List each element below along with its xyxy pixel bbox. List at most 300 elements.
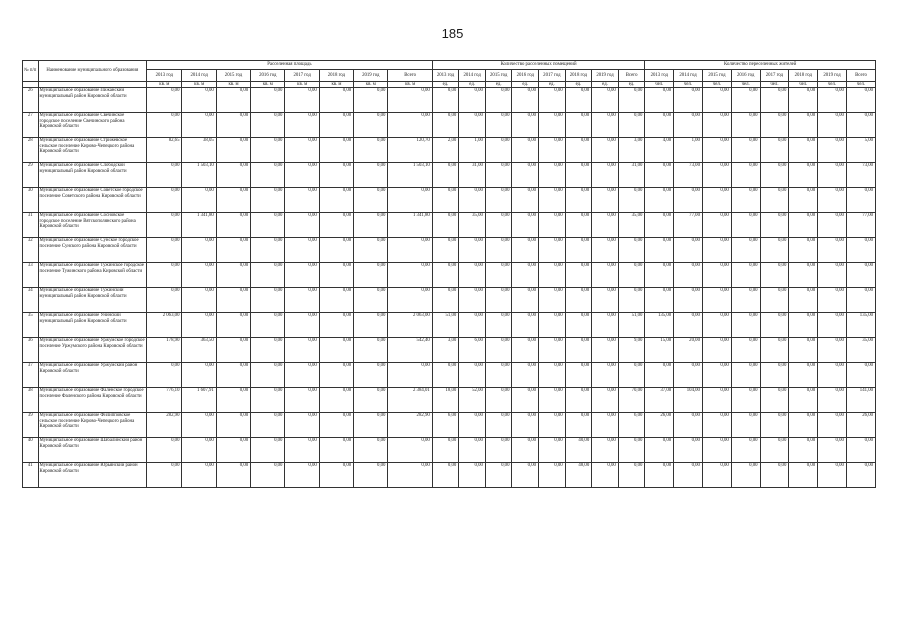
value-cell-rooms: 0,00 xyxy=(539,113,566,138)
value-cell-people: 0,00 xyxy=(731,413,760,438)
value-cell-rooms: 0,00 xyxy=(432,213,459,238)
header-unit-area: кв. м xyxy=(354,82,388,88)
value-cell-rooms: 0,00 xyxy=(565,413,592,438)
value-cell-rooms: 0,00 xyxy=(459,363,486,388)
value-cell-area: 0,00 xyxy=(285,263,319,288)
value-cell-people: 0,00 xyxy=(731,363,760,388)
header-unit-area: кв. м xyxy=(388,82,432,88)
value-cell-area: 0,00 xyxy=(182,413,216,438)
value-cell-area: 0,00 xyxy=(319,238,353,263)
header-year-people: 2013 год xyxy=(645,70,674,82)
value-cell-people: 0,00 xyxy=(731,113,760,138)
table-row xyxy=(23,288,876,313)
value-cell-people: 0,00 xyxy=(818,113,847,138)
value-cell-area: 1 341,80 xyxy=(182,213,216,238)
value-cell-rooms: 0,00 xyxy=(592,113,619,138)
value-cell-area: 0,00 xyxy=(251,88,285,113)
value-cell-area: 0,00 xyxy=(285,463,319,488)
value-cell-rooms: 0,00 xyxy=(618,288,645,313)
value-cell-rooms: 51,00 xyxy=(618,313,645,338)
value-cell-rooms: 0,00 xyxy=(592,463,619,488)
value-cell-people: 0,00 xyxy=(789,438,818,463)
value-cell-people: 0,00 xyxy=(846,288,875,313)
value-cell-area: 0,00 xyxy=(354,238,388,263)
value-cell-people: 0,00 xyxy=(818,213,847,238)
value-cell-people: 0,00 xyxy=(818,463,847,488)
value-cell-area: 0,00 xyxy=(216,263,250,288)
value-cell-people: 0,00 xyxy=(674,438,703,463)
value-cell-people: 0,00 xyxy=(731,438,760,463)
value-cell-area: 0,00 xyxy=(354,413,388,438)
header-group-area: Расселенная площадь xyxy=(147,61,433,70)
value-cell-area: 0,00 xyxy=(182,438,216,463)
table-row xyxy=(23,213,876,238)
municipality-name: Муниципальное образование Слободской муниципальный район Кировской области xyxy=(38,163,147,188)
value-cell-rooms: 0,00 xyxy=(485,438,512,463)
value-cell-rooms: 0,00 xyxy=(539,438,566,463)
value-cell-people: 37,00 xyxy=(645,388,674,413)
value-cell-rooms: 0,00 xyxy=(592,288,619,313)
value-cell-rooms: 0,00 xyxy=(539,338,566,363)
value-cell-rooms: 0,00 xyxy=(592,163,619,188)
value-cell-area: 0,00 xyxy=(216,413,250,438)
value-cell-people: 0,00 xyxy=(674,363,703,388)
header-unit-people: чел. xyxy=(702,82,731,88)
value-cell-area: 0,00 xyxy=(319,413,353,438)
value-cell-people: 0,00 xyxy=(789,338,818,363)
value-cell-rooms: 0,00 xyxy=(539,138,566,163)
value-cell-rooms: 0,00 xyxy=(539,213,566,238)
municipality-name: Муниципальное образование Сосновское городское поселение Вятскополянского района Кировской области xyxy=(38,213,147,238)
value-cell-people: 0,00 xyxy=(645,88,674,113)
value-cell-people: 0,00 xyxy=(789,163,818,188)
value-cell-people: 0,00 xyxy=(818,163,847,188)
value-cell-area: 0,00 xyxy=(285,238,319,263)
table-row xyxy=(23,463,876,488)
value-cell-people: 0,00 xyxy=(702,188,731,213)
value-cell-rooms: 0,00 xyxy=(618,88,645,113)
header-year-rooms: 2017 год xyxy=(539,70,566,82)
value-cell-rooms: 0,00 xyxy=(512,188,539,213)
value-cell-people: 0,00 xyxy=(789,138,818,163)
header-unit-rooms: ед. xyxy=(512,82,539,88)
table-row xyxy=(23,238,876,263)
value-cell-rooms: 0,00 xyxy=(512,313,539,338)
value-cell-people: 0,00 xyxy=(789,213,818,238)
value-cell-area: 0,00 xyxy=(147,188,182,213)
value-cell-rooms: 0,00 xyxy=(432,363,459,388)
value-cell-rooms: 0,00 xyxy=(485,313,512,338)
value-cell-area: 0,00 xyxy=(147,88,182,113)
value-cell-rooms: 0,00 xyxy=(459,413,486,438)
municipality-name: Муниципальное образование Фаленское городское поселение Фаленского района Кировской области xyxy=(38,388,147,413)
resettlement-table-container xyxy=(22,60,876,488)
value-cell-people: 0,00 xyxy=(702,388,731,413)
header-unit-people: чел. xyxy=(789,82,818,88)
value-cell-people: 0,00 xyxy=(818,288,847,313)
value-cell-area: 0,00 xyxy=(388,88,432,113)
value-cell-people: 77,00 xyxy=(674,213,703,238)
value-cell-people: 0,00 xyxy=(645,188,674,213)
value-cell-rooms: 18,00 xyxy=(432,388,459,413)
value-cell-area: 0,00 xyxy=(251,463,285,488)
row-number: 39 xyxy=(23,413,39,438)
value-cell-rooms: 48,00 xyxy=(565,463,592,488)
value-cell-rooms: 0,00 xyxy=(512,438,539,463)
header-year-rooms: 2014 год xyxy=(459,70,486,82)
row-number: 35 xyxy=(23,313,39,338)
value-cell-area: 0,00 xyxy=(388,438,432,463)
value-cell-people: 0,00 xyxy=(760,288,789,313)
value-cell-people: 0,00 xyxy=(702,113,731,138)
value-cell-rooms: 0,00 xyxy=(592,88,619,113)
value-cell-rooms: 0,00 xyxy=(539,363,566,388)
value-cell-area: 0,00 xyxy=(285,388,319,413)
value-cell-people: 0,00 xyxy=(674,238,703,263)
row-number: 36 xyxy=(23,338,39,363)
header-unit-area: кв. м xyxy=(251,82,285,88)
value-cell-people: 0,00 xyxy=(674,263,703,288)
value-cell-rooms: 0,00 xyxy=(432,263,459,288)
header-year-people: Всего xyxy=(846,70,875,82)
value-cell-rooms: 51,00 xyxy=(432,313,459,338)
value-cell-rooms: 0,00 xyxy=(432,238,459,263)
value-cell-people: 73,00 xyxy=(674,163,703,188)
value-cell-rooms: 70,00 xyxy=(618,388,645,413)
value-cell-rooms: 0,00 xyxy=(485,463,512,488)
municipality-name: Муниципальное образование Сунское городское поселение Сунского района Кировской области xyxy=(38,238,147,263)
municipality-name: Муниципальное образование Филипповское сельское поселение Кирово-Чепецкого района Кировской области xyxy=(38,413,147,438)
value-cell-rooms: 0,00 xyxy=(485,188,512,213)
value-cell-people: 0,00 xyxy=(702,463,731,488)
value-cell-area: 0,00 xyxy=(216,188,250,213)
value-cell-area: 0,00 xyxy=(354,363,388,388)
value-cell-people: 0,00 xyxy=(818,238,847,263)
header-year-area: 2019 год xyxy=(354,70,388,82)
municipality-name: Муниципальное образование Тужинский муниципальный район Кировской области xyxy=(38,288,147,313)
value-cell-people: 0,00 xyxy=(760,163,789,188)
table-row xyxy=(23,88,876,113)
value-cell-people: 26,00 xyxy=(846,413,875,438)
value-cell-people: 0,00 xyxy=(731,313,760,338)
value-cell-rooms: 0,00 xyxy=(459,188,486,213)
table-row xyxy=(23,263,876,288)
value-cell-people: 0,00 xyxy=(760,88,789,113)
value-cell-area: 0,00 xyxy=(251,313,285,338)
value-cell-people: 0,00 xyxy=(789,88,818,113)
value-cell-rooms: 0,00 xyxy=(592,263,619,288)
value-cell-people: 0,00 xyxy=(702,163,731,188)
value-cell-people: 0,00 xyxy=(789,463,818,488)
value-cell-people: 0,00 xyxy=(645,113,674,138)
value-cell-rooms: 0,00 xyxy=(539,288,566,313)
value-cell-people: 0,00 xyxy=(645,163,674,188)
value-cell-people: 0,00 xyxy=(674,313,703,338)
header-year-area: 2014 год xyxy=(182,70,216,82)
value-cell-people: 135,00 xyxy=(645,313,674,338)
value-cell-area: 0,00 xyxy=(285,163,319,188)
value-cell-area: 0,00 xyxy=(354,113,388,138)
value-cell-people: 0,00 xyxy=(674,88,703,113)
value-cell-area: 0,00 xyxy=(182,288,216,313)
value-cell-area: 0,00 xyxy=(388,188,432,213)
value-cell-people: 0,00 xyxy=(645,463,674,488)
value-cell-rooms: 52,00 xyxy=(459,388,486,413)
header-unit-area: кв. м xyxy=(285,82,319,88)
value-cell-area: 0,00 xyxy=(216,363,250,388)
value-cell-area: 0,00 xyxy=(319,188,353,213)
row-number: 41 xyxy=(23,463,39,488)
header-unit-rooms: ед. xyxy=(618,82,645,88)
header-year-people: 2015 год xyxy=(702,70,731,82)
value-cell-area: 0,00 xyxy=(319,213,353,238)
municipality-name: Муниципальное образование Пижанский муниципальный район Кировской области xyxy=(38,88,147,113)
row-number: 29 xyxy=(23,163,39,188)
value-cell-area: 0,00 xyxy=(216,338,250,363)
value-cell-area: 2 384,01 xyxy=(388,388,432,413)
header-unit-area: кв. м xyxy=(182,82,216,88)
value-cell-area: 0,00 xyxy=(354,463,388,488)
value-cell-people: 0,00 xyxy=(789,388,818,413)
value-cell-people: 0,00 xyxy=(760,363,789,388)
value-cell-rooms: 0,00 xyxy=(485,238,512,263)
value-cell-area: 0,00 xyxy=(285,213,319,238)
value-cell-people: 0,00 xyxy=(789,363,818,388)
value-cell-people: 0,00 xyxy=(731,463,760,488)
value-cell-area: 0,00 xyxy=(285,363,319,388)
value-cell-people: 0,00 xyxy=(789,413,818,438)
value-cell-area: 0,00 xyxy=(354,88,388,113)
value-cell-rooms: 0,00 xyxy=(565,213,592,238)
value-cell-rooms: 9,00 xyxy=(618,338,645,363)
municipality-name: Муниципальное образование Советское городское поселение Советского района Кировской области xyxy=(38,188,147,213)
value-cell-people: 0,00 xyxy=(760,263,789,288)
value-cell-people: 0,00 xyxy=(818,313,847,338)
row-number: 26 xyxy=(23,88,39,113)
row-number: 37 xyxy=(23,363,39,388)
value-cell-rooms: 0,00 xyxy=(592,363,619,388)
value-cell-rooms: 0,00 xyxy=(485,138,512,163)
value-cell-area: 0,00 xyxy=(182,463,216,488)
value-cell-area: 0,00 xyxy=(354,438,388,463)
value-cell-rooms: 0,00 xyxy=(539,88,566,113)
value-cell-rooms: 0,00 xyxy=(592,338,619,363)
value-cell-people: 0,00 xyxy=(818,138,847,163)
value-cell-rooms: 0,00 xyxy=(485,263,512,288)
value-cell-people: 0,00 xyxy=(702,138,731,163)
value-cell-people: 0,00 xyxy=(846,188,875,213)
value-cell-rooms: 0,00 xyxy=(485,213,512,238)
row-number: 32 xyxy=(23,238,39,263)
municipality-name: Муниципальное образование Тужинское городское поселение Тужинского района Кировской области xyxy=(38,263,147,288)
header-year-area: 2018 год xyxy=(319,70,353,82)
value-cell-people: 0,00 xyxy=(645,238,674,263)
header-unit-area: кв. м xyxy=(319,82,353,88)
value-cell-people: 0,00 xyxy=(760,213,789,238)
municipality-name: Муниципальное образование Унинский муниципальный район Кировской области xyxy=(38,313,147,338)
table-row xyxy=(23,363,876,388)
header-year-rooms: 2015 год xyxy=(485,70,512,82)
value-cell-people: 0,00 xyxy=(789,263,818,288)
header-year-people: 2018 год xyxy=(789,70,818,82)
value-cell-people: 0,00 xyxy=(760,313,789,338)
value-cell-rooms: 0,00 xyxy=(459,263,486,288)
value-cell-people: 0,00 xyxy=(846,438,875,463)
value-cell-area: 0,00 xyxy=(285,338,319,363)
header-year-rooms: 2016 год xyxy=(512,70,539,82)
value-cell-rooms: 0,00 xyxy=(592,413,619,438)
value-cell-people: 135,00 xyxy=(846,313,875,338)
value-cell-area: 0,00 xyxy=(319,338,353,363)
value-cell-rooms: 0,00 xyxy=(485,88,512,113)
value-cell-rooms: 0,00 xyxy=(512,113,539,138)
value-cell-area: 0,00 xyxy=(251,263,285,288)
value-cell-area: 0,00 xyxy=(251,413,285,438)
value-cell-area: 0,00 xyxy=(251,338,285,363)
value-cell-rooms: 0,00 xyxy=(459,238,486,263)
value-cell-rooms: 31,00 xyxy=(459,163,486,188)
row-number: 30 xyxy=(23,188,39,213)
value-cell-area: 0,00 xyxy=(147,288,182,313)
value-cell-area: 0,00 xyxy=(147,463,182,488)
table-row xyxy=(23,313,876,338)
value-cell-rooms: 0,00 xyxy=(512,413,539,438)
value-cell-rooms: 0,00 xyxy=(432,188,459,213)
value-cell-rooms: 0,00 xyxy=(512,288,539,313)
value-cell-rooms: 0,00 xyxy=(432,113,459,138)
table-row xyxy=(23,338,876,363)
value-cell-rooms: 31,00 xyxy=(618,163,645,188)
value-cell-rooms: 1,00 xyxy=(459,138,486,163)
value-cell-people: 141,00 xyxy=(846,388,875,413)
header-unit-rooms: ед. xyxy=(432,82,459,88)
value-cell-people: 4,00 xyxy=(645,138,674,163)
value-cell-rooms: 0,00 xyxy=(618,463,645,488)
value-cell-rooms: 3,00 xyxy=(618,138,645,163)
value-cell-rooms: 0,00 xyxy=(539,313,566,338)
value-cell-area: 0,00 xyxy=(285,438,319,463)
value-cell-area: 0,00 xyxy=(285,88,319,113)
value-cell-people: 0,00 xyxy=(702,313,731,338)
value-cell-people: 0,00 xyxy=(789,313,818,338)
value-cell-area: 0,00 xyxy=(251,138,285,163)
value-cell-rooms: 3,00 xyxy=(432,338,459,363)
value-cell-rooms: 0,00 xyxy=(592,188,619,213)
value-cell-area: 0,00 xyxy=(216,113,250,138)
table-row xyxy=(23,388,876,413)
value-cell-area: 282,90 xyxy=(147,413,182,438)
value-cell-rooms: 0,00 xyxy=(485,388,512,413)
value-cell-area: 0,00 xyxy=(319,113,353,138)
value-cell-area: 0,00 xyxy=(354,188,388,213)
value-cell-rooms: 0,00 xyxy=(459,88,486,113)
value-cell-people: 0,00 xyxy=(789,238,818,263)
value-cell-area: 178,90 xyxy=(147,338,182,363)
value-cell-people: 0,00 xyxy=(731,388,760,413)
value-cell-area: 0,00 xyxy=(147,213,182,238)
value-cell-people: 0,00 xyxy=(731,188,760,213)
value-cell-people: 0,00 xyxy=(702,413,731,438)
value-cell-people: 35,00 xyxy=(846,338,875,363)
value-cell-area: 0,00 xyxy=(216,88,250,113)
value-cell-people: 0,00 xyxy=(645,213,674,238)
value-cell-area: 0,00 xyxy=(354,288,388,313)
value-cell-rooms: 0,00 xyxy=(565,288,592,313)
table-row xyxy=(23,188,876,213)
value-cell-rooms: 0,00 xyxy=(512,388,539,413)
value-cell-area: 0,00 xyxy=(285,288,319,313)
value-cell-people: 0,00 xyxy=(818,413,847,438)
header-year-area: 2013 год xyxy=(147,70,182,82)
value-cell-area: 0,00 xyxy=(285,138,319,163)
value-cell-rooms: 0,00 xyxy=(592,138,619,163)
value-cell-rooms: 0,00 xyxy=(618,188,645,213)
header-unit-people: чел. xyxy=(846,82,875,88)
value-cell-area: 0,00 xyxy=(251,288,285,313)
value-cell-rooms: 0,00 xyxy=(512,263,539,288)
value-cell-area: 0,00 xyxy=(354,138,388,163)
value-cell-area: 0,00 xyxy=(285,113,319,138)
value-cell-rooms: 0,00 xyxy=(459,113,486,138)
value-cell-people: 0,00 xyxy=(731,263,760,288)
value-cell-rooms: 0,00 xyxy=(512,363,539,388)
value-cell-people: 0,00 xyxy=(818,263,847,288)
value-cell-rooms: 0,00 xyxy=(565,338,592,363)
value-cell-area: 0,00 xyxy=(251,188,285,213)
value-cell-rooms: 0,00 xyxy=(565,313,592,338)
value-cell-rooms: 0,00 xyxy=(539,163,566,188)
value-cell-rooms: 0,00 xyxy=(565,363,592,388)
value-cell-people: 0,00 xyxy=(760,188,789,213)
value-cell-people: 0,00 xyxy=(760,238,789,263)
value-cell-rooms: 0,00 xyxy=(459,288,486,313)
municipality-name: Муниципальное образование Уржумское городское поселение Уржумского района Кировской области xyxy=(38,338,147,363)
value-cell-area: 0,00 xyxy=(388,113,432,138)
value-cell-area: 0,00 xyxy=(216,288,250,313)
value-cell-area: 0,00 xyxy=(388,263,432,288)
table-row xyxy=(23,113,876,138)
value-cell-area: 0,00 xyxy=(147,163,182,188)
resettlement-table xyxy=(22,60,876,488)
value-cell-people: 0,00 xyxy=(674,188,703,213)
value-cell-people: 0,00 xyxy=(789,113,818,138)
header-unit-rooms: ед. xyxy=(565,82,592,88)
value-cell-people: 0,00 xyxy=(702,88,731,113)
value-cell-area: 0,00 xyxy=(285,413,319,438)
value-cell-area: 0,00 xyxy=(147,263,182,288)
value-cell-area: 1 607,91 xyxy=(182,388,216,413)
value-cell-area: 0,00 xyxy=(216,313,250,338)
row-number: 38 xyxy=(23,388,39,413)
value-cell-area: 0,00 xyxy=(319,263,353,288)
value-cell-rooms: 0,00 xyxy=(432,463,459,488)
value-cell-area: 542,40 xyxy=(388,338,432,363)
value-cell-area: 0,00 xyxy=(182,113,216,138)
row-number: 34 xyxy=(23,288,39,313)
value-cell-rooms: 0,00 xyxy=(565,388,592,413)
row-number: 31 xyxy=(23,213,39,238)
value-cell-people: 0,00 xyxy=(818,338,847,363)
value-cell-rooms: 0,00 xyxy=(539,188,566,213)
value-cell-people: 0,00 xyxy=(760,338,789,363)
value-cell-people: 0,00 xyxy=(702,338,731,363)
value-cell-area: 282,90 xyxy=(388,413,432,438)
value-cell-people: 0,00 xyxy=(846,88,875,113)
value-cell-people: 0,00 xyxy=(760,138,789,163)
value-cell-rooms: 0,00 xyxy=(539,413,566,438)
value-cell-people: 73,00 xyxy=(846,163,875,188)
value-cell-rooms: 40,00 xyxy=(565,438,592,463)
